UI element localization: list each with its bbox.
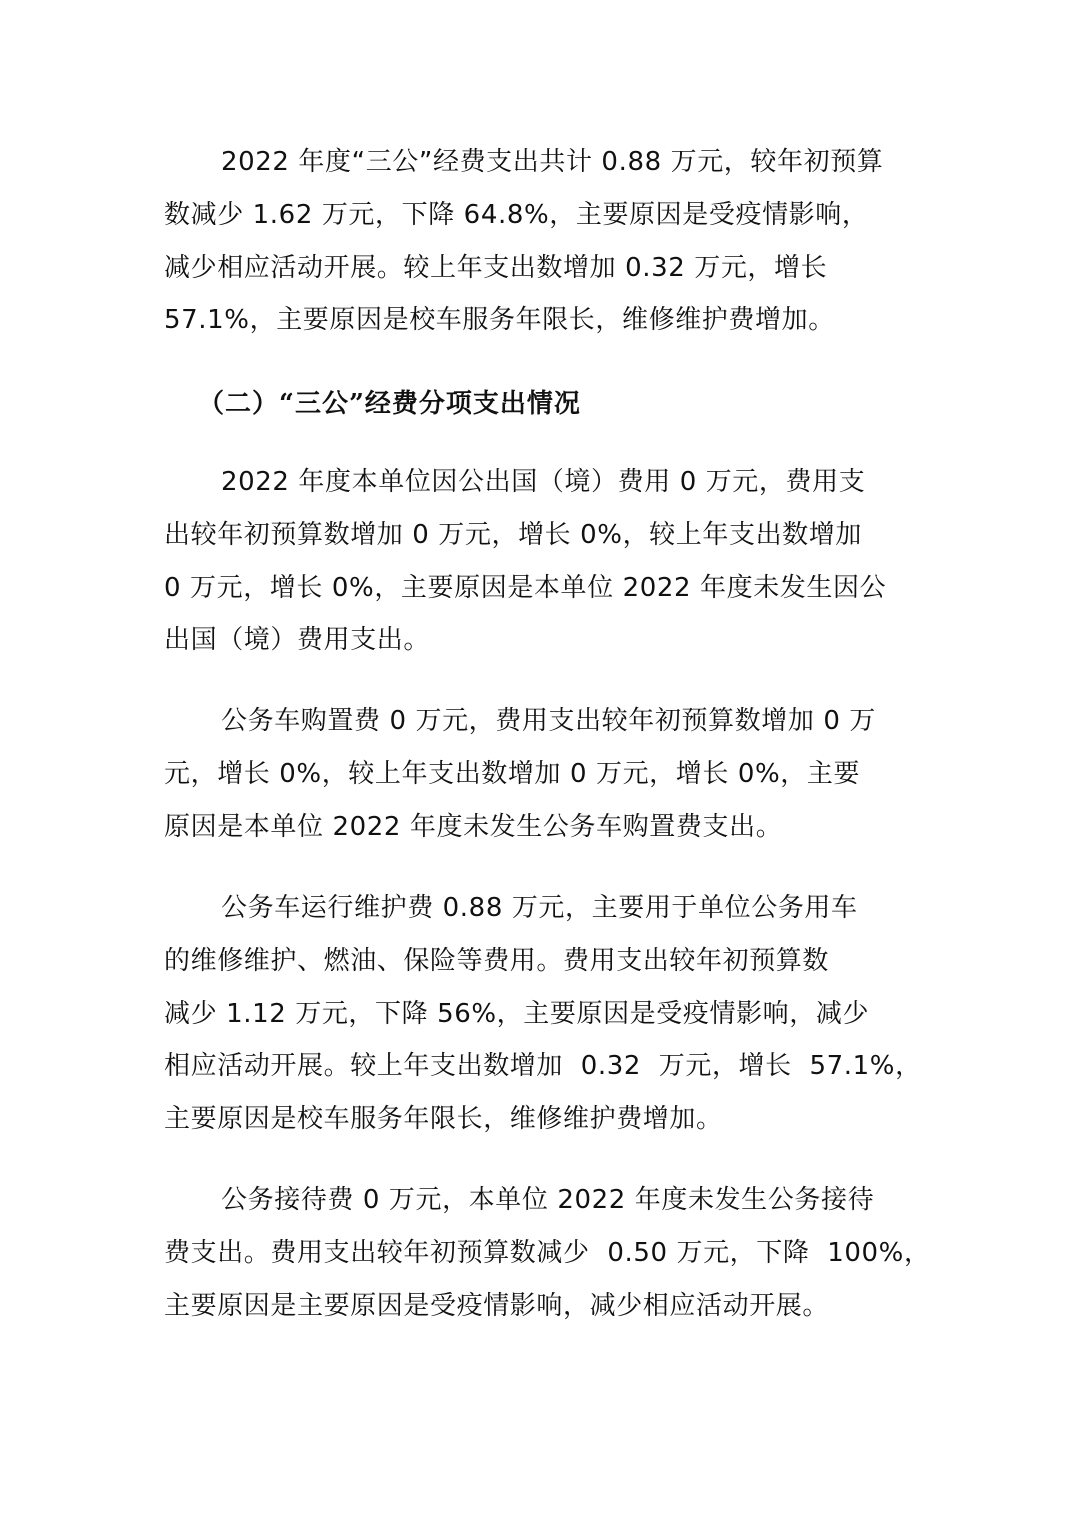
text-line: 减少相应活动开展。较上年支出数增加 0.32 万元，增长 [164, 252, 828, 283]
paragraph-vehicle-maintenance [164, 882, 934, 1146]
text-line: 费支出。费用支出较年初预算数减少 0.50 万元，下降 100%， [164, 1237, 931, 1268]
paragraph-vehicle-purchase [164, 695, 934, 853]
text-line: 原因是本单位 2022 年度未发生公务车购置费支出。 [164, 811, 783, 842]
paragraph-overseas-travel [164, 456, 934, 667]
text-line: 主要原因是主要原因是受疫情影响，减少相应活动开展。 [164, 1290, 830, 1321]
text-line: 的维修维护、燃油、保险等费用。费用支出较年初预算数 [164, 945, 830, 976]
text-line: 57.1%，主要原因是校车服务年限长，维修维护费增加。 [164, 305, 835, 336]
text-line: 相应活动开展。较上年支出数增加 0.32 万元，增长 57.1%， [164, 1051, 922, 1082]
text-line: 2022 年度“三公”经费支出共计 0.88 万元，较年初预算 [221, 147, 884, 177]
text-line: 减少 1.12 万元，下降 56%，主要原因是受疫情影响，减少 [164, 998, 870, 1029]
text-line: 2022 年度本单位因公出国（境）费用 0 万元，费用支 [221, 467, 866, 497]
paragraph-official-reception [164, 1174, 934, 1332]
text-line: 公务接待费 0 万元，本单位 2022 年度未发生公务接待 [221, 1185, 875, 1215]
text-line: 出国（境）费用支出。 [164, 625, 431, 656]
text-line: 公务车购置费 0 万元，费用支出较年初预算数增加 0 万 [221, 706, 876, 736]
text-line: 公务车运行维护费 0.88 万元，主要用于单位公务用车 [221, 893, 858, 923]
text-line: 0 万元，增长 0%，主要原因是本单位 2022 年度未发生因公 [164, 572, 887, 603]
text-line: 主要原因是校车服务年限长，维修维护费增加。 [164, 1104, 723, 1135]
section-heading: （二）“三公”经费分项支出情况 [198, 389, 581, 419]
text-line: 元，增长 0%，较上年支出数增加 0 万元，增长 0%，主要 [164, 758, 861, 789]
text-line: 数减少 1.62 万元，下降 64.8%，主要原因是受疫情影响， [164, 199, 869, 230]
text-line: 出较年初预算数增加 0 万元，增长 0%，较上年支出数增加 [164, 519, 862, 550]
paragraph-total-expenditure [164, 136, 934, 347]
